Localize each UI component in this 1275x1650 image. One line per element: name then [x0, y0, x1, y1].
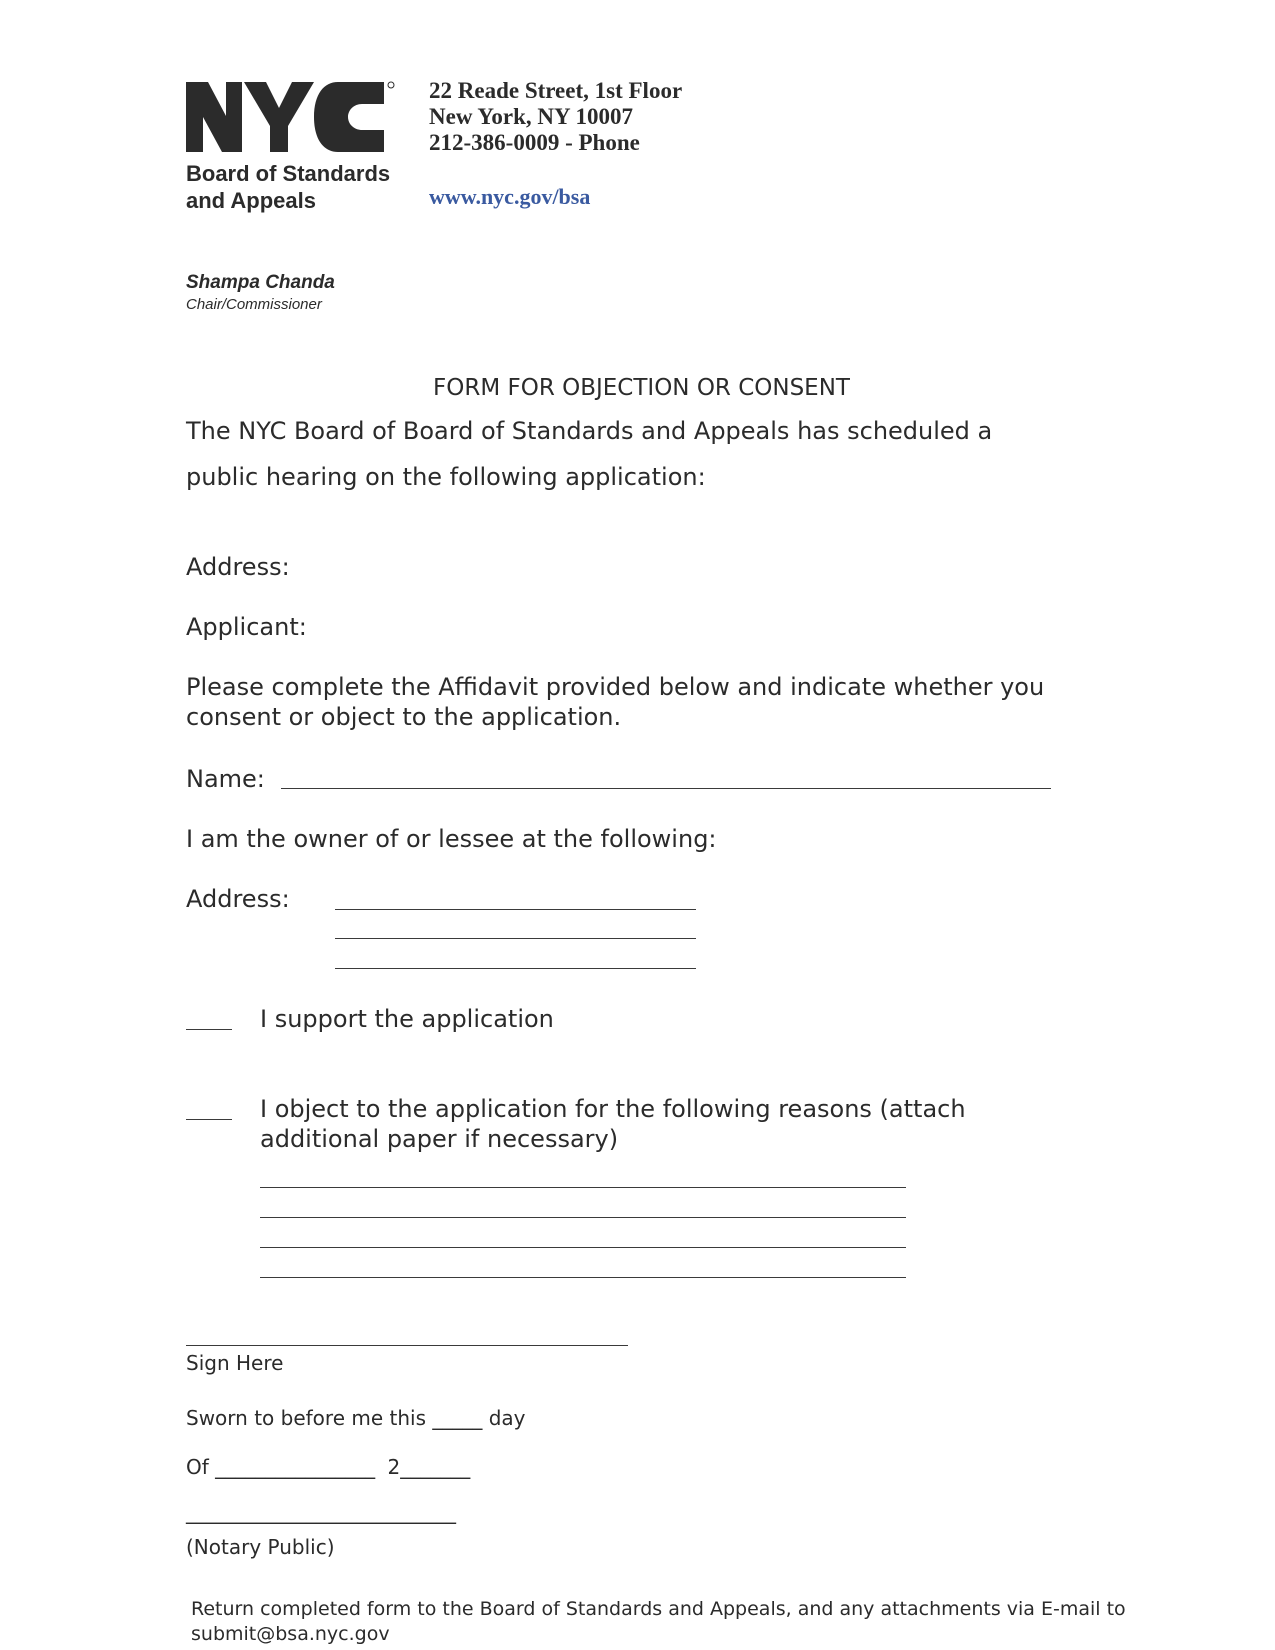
sworn-suffix: day	[488, 1406, 526, 1430]
year-field[interactable]: _______	[400, 1455, 471, 1479]
reason-field-4[interactable]	[260, 1277, 906, 1278]
instructions-line2: consent or object to the application.	[186, 703, 622, 731]
footer-email[interactable]: submit@bsa.nyc.gov	[191, 1623, 390, 1645]
reason-field-2[interactable]	[260, 1217, 906, 1218]
reason-field-1[interactable]	[260, 1187, 906, 1188]
name-field[interactable]	[281, 788, 1051, 789]
hearing-address-label: Address:	[186, 553, 290, 581]
applicant-label: Applicant:	[186, 613, 307, 641]
reason-field-3[interactable]	[260, 1247, 906, 1248]
form-title: FORM FOR OBJECTION OR CONSENT	[433, 375, 850, 401]
footer	[191, 1597, 1126, 1647]
intro-line2: public hearing on the following application:	[186, 463, 706, 491]
notary-label: (Notary Public)	[186, 1535, 335, 1559]
support-option-label: I support the application	[260, 1005, 554, 1033]
org-name	[186, 160, 390, 214]
of-label: Of	[186, 1455, 209, 1479]
instructions-line1: Please complete the Affidavit provided below and indicate whether you	[186, 673, 1045, 701]
object-checkbox[interactable]	[186, 1119, 232, 1120]
support-checkbox[interactable]	[186, 1029, 232, 1030]
object-option-line1: I object to the application for the following reasons (attach	[260, 1095, 966, 1123]
footer-line1: Return completed form to the Board of Standards and Appeals, and any attachments via E-mail to	[191, 1598, 1126, 1620]
sworn-line	[186, 1406, 526, 1430]
org-name-line1: Board of Standards	[186, 161, 391, 186]
owner-address-label: Address:	[186, 885, 290, 913]
address-line2: New York, NY 10007	[429, 104, 634, 129]
owner-address-field-1[interactable]	[335, 909, 696, 910]
chair-name: Shampa Chanda	[186, 272, 335, 293]
of-line	[186, 1455, 470, 1479]
year-prefix: 2	[387, 1455, 401, 1479]
instructions	[186, 672, 1044, 732]
chair-title: Chair/Commissioner	[186, 296, 322, 313]
sworn-day-field[interactable]: _____	[432, 1406, 483, 1430]
object-option-label	[260, 1094, 966, 1154]
owner-address-field-2[interactable]	[335, 938, 696, 939]
owner-statement: I am the owner of or lessee at the following:	[186, 825, 717, 853]
org-name-line2: and Appeals	[186, 188, 316, 213]
letterhead-address	[429, 78, 682, 156]
owner-address-field-3[interactable]	[335, 968, 696, 969]
address-line1: 22 Reade Street, 1st Floor	[429, 78, 683, 103]
sign-here-label: Sign Here	[186, 1351, 284, 1375]
notary-field[interactable]: ___________________________	[186, 1500, 456, 1524]
sworn-prefix: Sworn to before me this	[186, 1406, 426, 1430]
intro-line1: The NYC Board of Board of Standards and Appeals has scheduled a	[186, 417, 993, 445]
signature-field[interactable]	[186, 1345, 628, 1346]
object-option-line2: additional paper if necessary)	[260, 1125, 619, 1153]
phone: 212-386-0009 - Phone	[429, 130, 640, 155]
nyc-logo	[186, 80, 400, 155]
of-month-field[interactable]: ________________	[215, 1455, 376, 1479]
website-link[interactable]: www.nyc.gov/bsa	[429, 184, 591, 209]
name-label: Name:	[186, 765, 265, 793]
